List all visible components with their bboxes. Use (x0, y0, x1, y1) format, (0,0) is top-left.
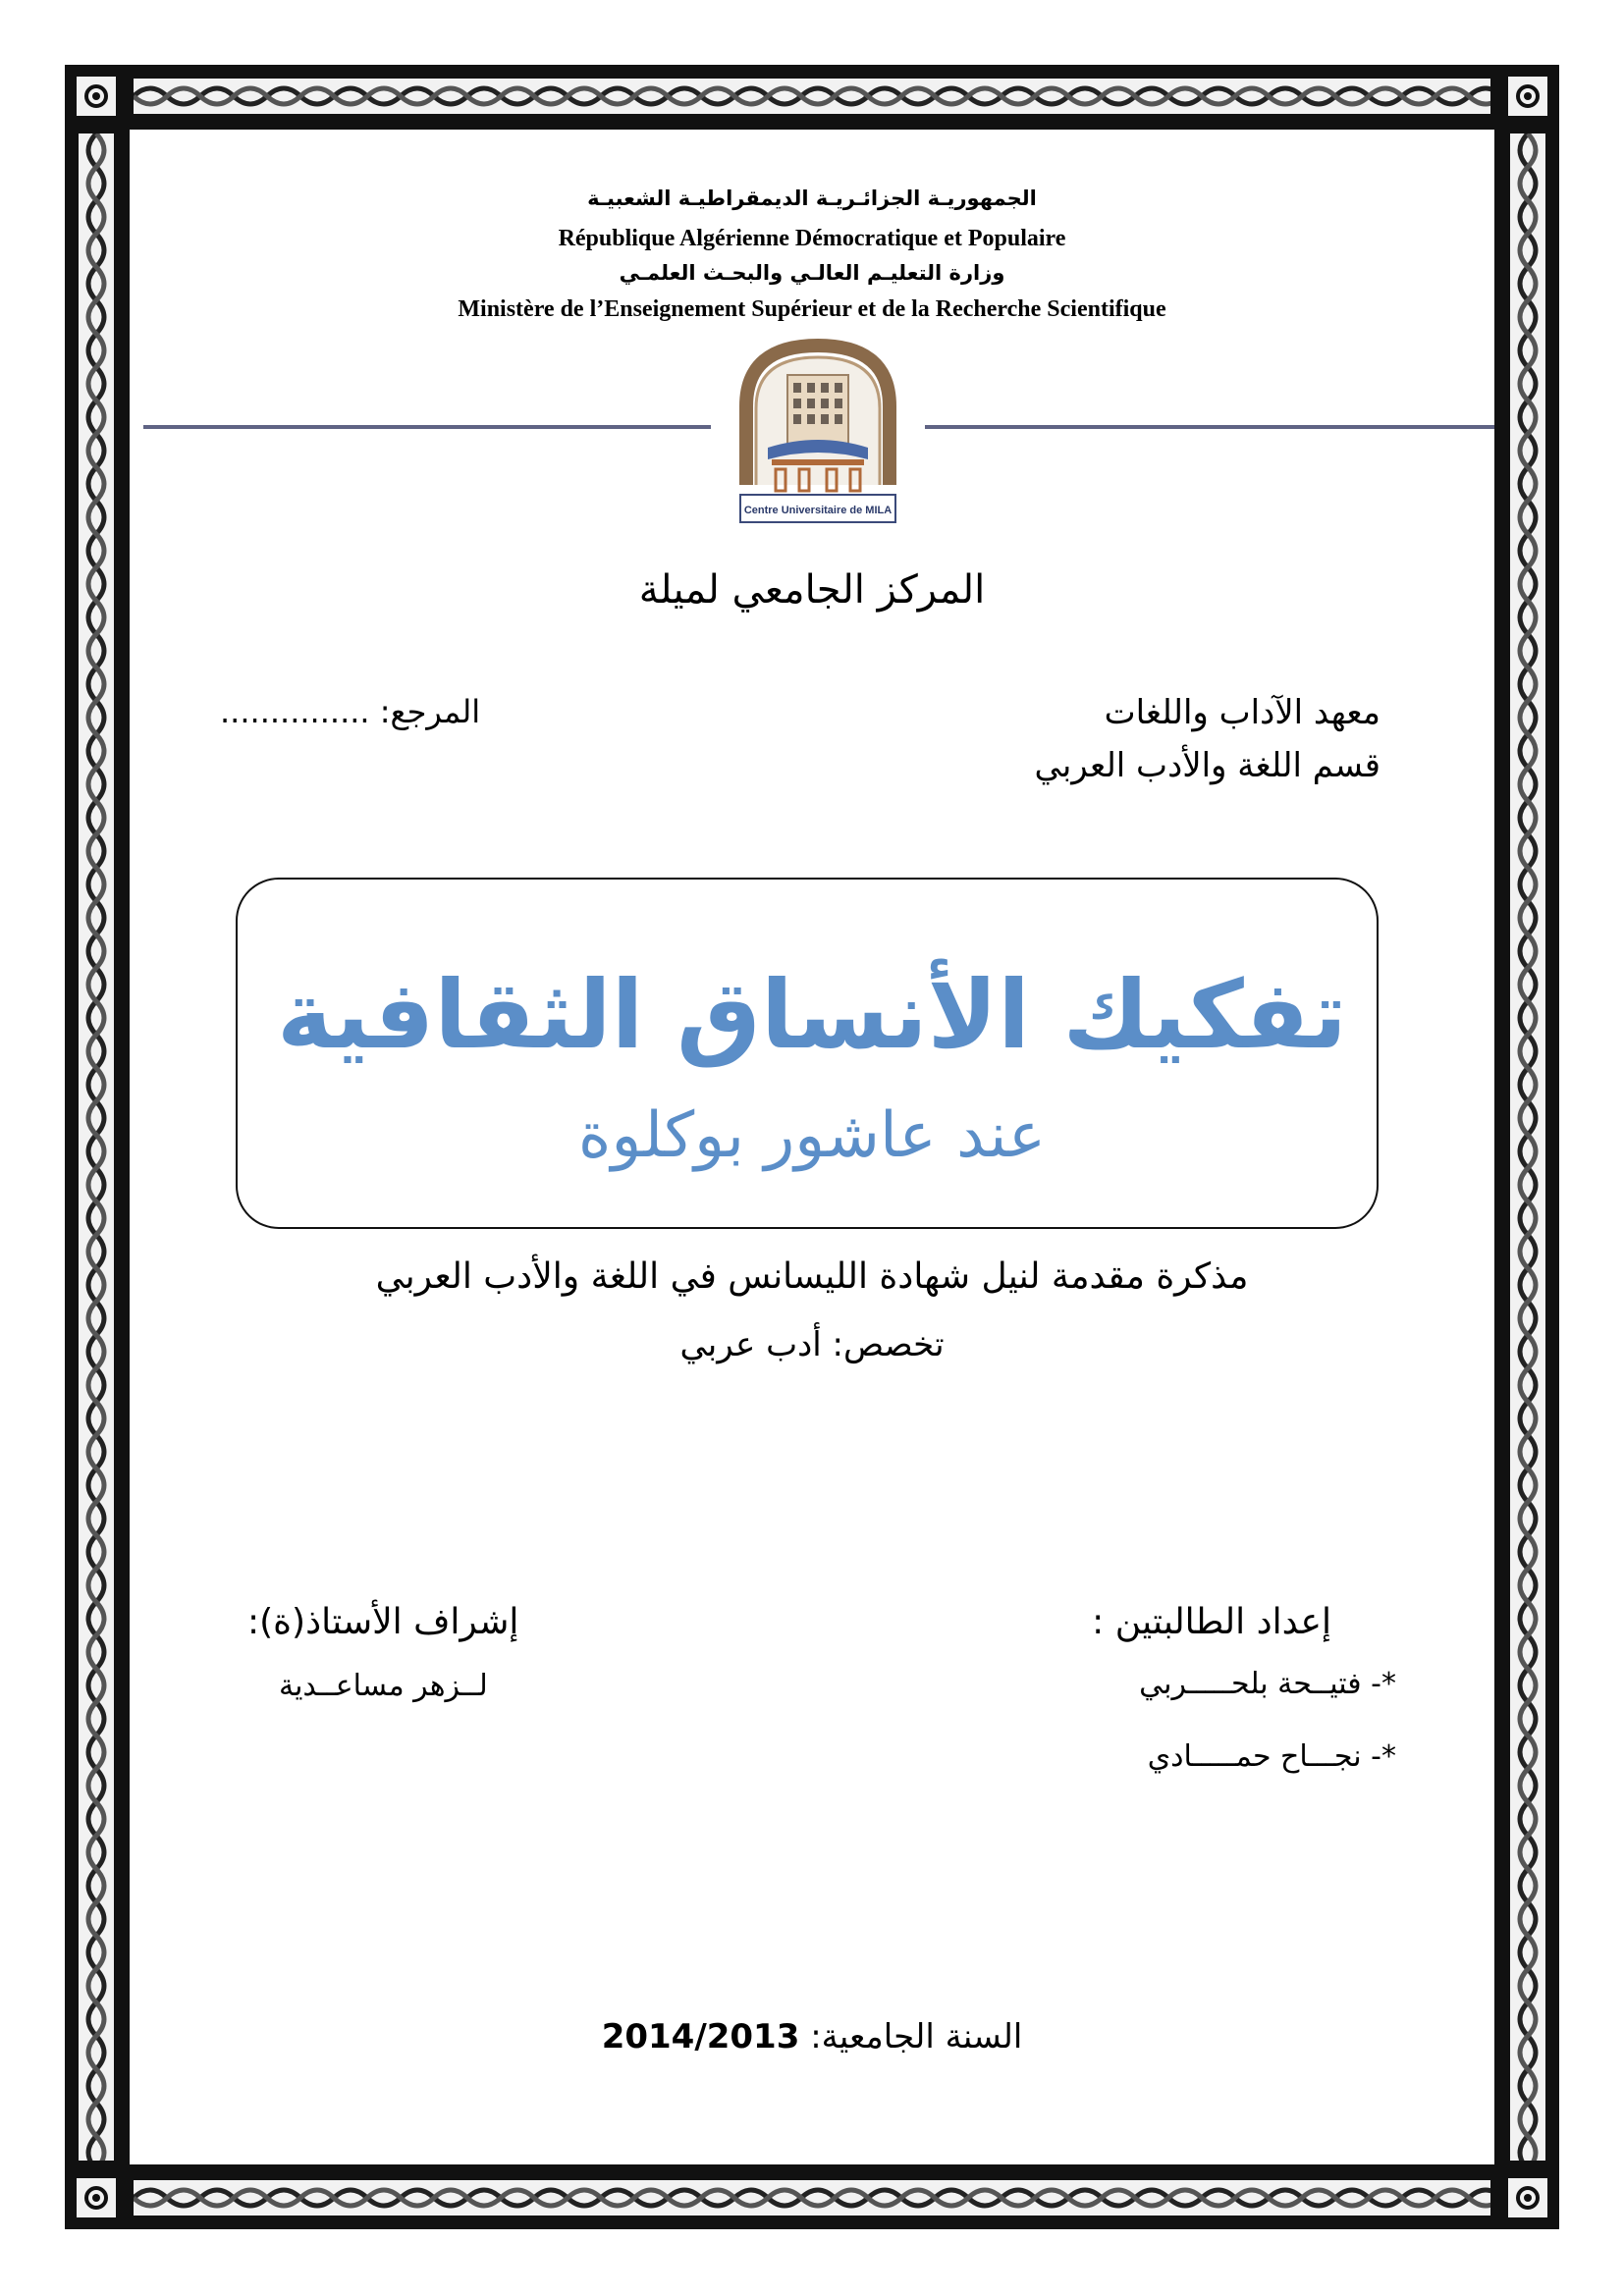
supervisor-label: إشراف الأستاذ(ة): (247, 1602, 519, 1642)
university-building-emblem-icon (738, 338, 897, 526)
ministry-french: Ministère de l’Enseignement Supérieur et de la Recherche Scientifique (458, 296, 1166, 322)
academic-year (0, 2017, 1624, 2056)
memo-line: مذكرة مقدمة لنيل شهادة الليسانس في اللغة والأدب العربي (375, 1256, 1249, 1297)
institute-name: معهد الآداب واللغات (1104, 693, 1380, 732)
students-label: إعداد الطالبتين : (1092, 1602, 1331, 1642)
department-name: قسم اللغة والأدب العربي (1034, 746, 1380, 785)
republic-french: République Algérienne Démocratique et Populaire (558, 226, 1066, 251)
academic-year-label: السنة الجامعية: (810, 2017, 1023, 2056)
frame-chain-bottom (134, 2180, 1490, 2216)
specialization-line: تخصص: أدب عربي (679, 1325, 945, 1364)
frame-chain-top (134, 79, 1490, 114)
supervisor-name: لــزهر مساعــدية (279, 1669, 488, 1703)
student-item: *- نجـــاح حمـــــادي (1147, 1739, 1396, 1774)
header-rule-right (925, 425, 1494, 429)
student-item: *- فتيــحة بلحـــــربي (1139, 1667, 1396, 1701)
frame-corner-icon (1508, 2178, 1547, 2217)
reference-field: المرجع: ............... (220, 693, 481, 730)
republic-arabic: الجمهوريـة الجزائـريـة الديمقراطيـة الشعبيـة (587, 187, 1037, 210)
ministry-arabic: وزارة التعليـم العالـي والبحـث العلمـي (619, 261, 1005, 285)
logo-caption: Centre Universitaire de MILA (743, 505, 893, 516)
academic-year-value: 2014/2013 (601, 2017, 800, 2056)
frame-corner-icon (77, 77, 116, 116)
frame-corner-icon (77, 2178, 116, 2217)
thesis-subtitle: عند عاشور بوكلوة (577, 1099, 1047, 1172)
university-logo (738, 338, 897, 526)
frame-corner-icon (1508, 77, 1547, 116)
center-name: المركز الجامعي لميلة (638, 567, 986, 613)
header-rule-left (143, 425, 711, 429)
thesis-title: تفكيك الأنساق الثقافية (277, 960, 1347, 1070)
